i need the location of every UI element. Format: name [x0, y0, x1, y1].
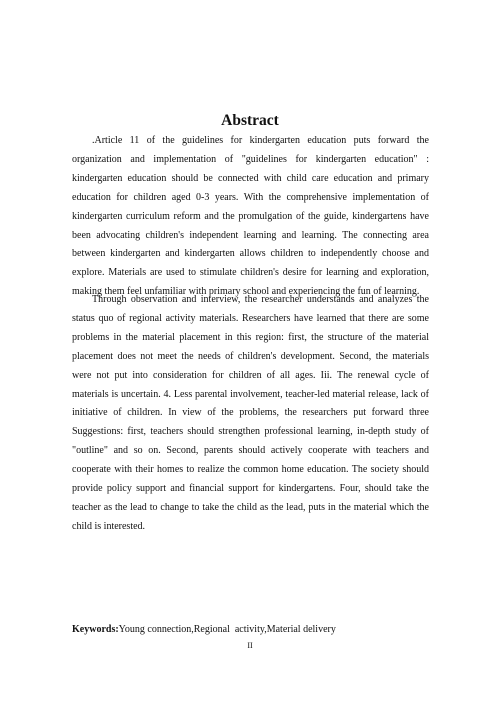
keywords-label: Keywords:	[72, 624, 119, 635]
abstract-paragraph-1: .Article 11 of the guidelines for kindergarten education puts forward the organization and implementation of "guidelines for kindergarten education" : kindergarten education should be connected with child care education and primary education for children aged 0-3 years. With the comprehensive implementation of kindergarten curriculum reform and the promulgation of the guide, kindergartens have been advocating children's independent learning and learning. The connecting area between kindergarten and kindergarten allows children to independently choose and explore. Materials are used to stimulate children's desire for learning and exploration, making them feel unfamiliar with primary school and experiencing the fun of learning.	[72, 135, 429, 298]
page-number: II	[247, 641, 253, 650]
abstract-title: Abstract	[221, 112, 279, 129]
keywords-value: Young connection,Regional activity,Material delivery	[118, 624, 336, 635]
abstract-paragraph-2: Through observation and interview, the researcher understands and analyzes the status quo of regional activity materials. Researchers have learned that there are some problems in the material placement in this region: first, the structure of the material placement does not meet the needs of children's development. Second, the materials were not put into consideration for children of all ages. Iii. The renewal cycle of materials is uncertain. 4. Less parental involvement, teacher-led material release, lack of initiative of children. In view of the problems, the researchers put forward three Suggestions: first, teachers should strengthen professional learning, in-depth study of "outline" and so on. Second, parents should actively cooperate with teachers and cooperate with their homes to realize the common home education. The society should provide policy support and financial support for kindergartens. Four, should take the teacher as the lead to change to take the child as the lead, puts in the material which the child is interested.	[72, 294, 429, 532]
keywords-line	[72, 623, 336, 637]
